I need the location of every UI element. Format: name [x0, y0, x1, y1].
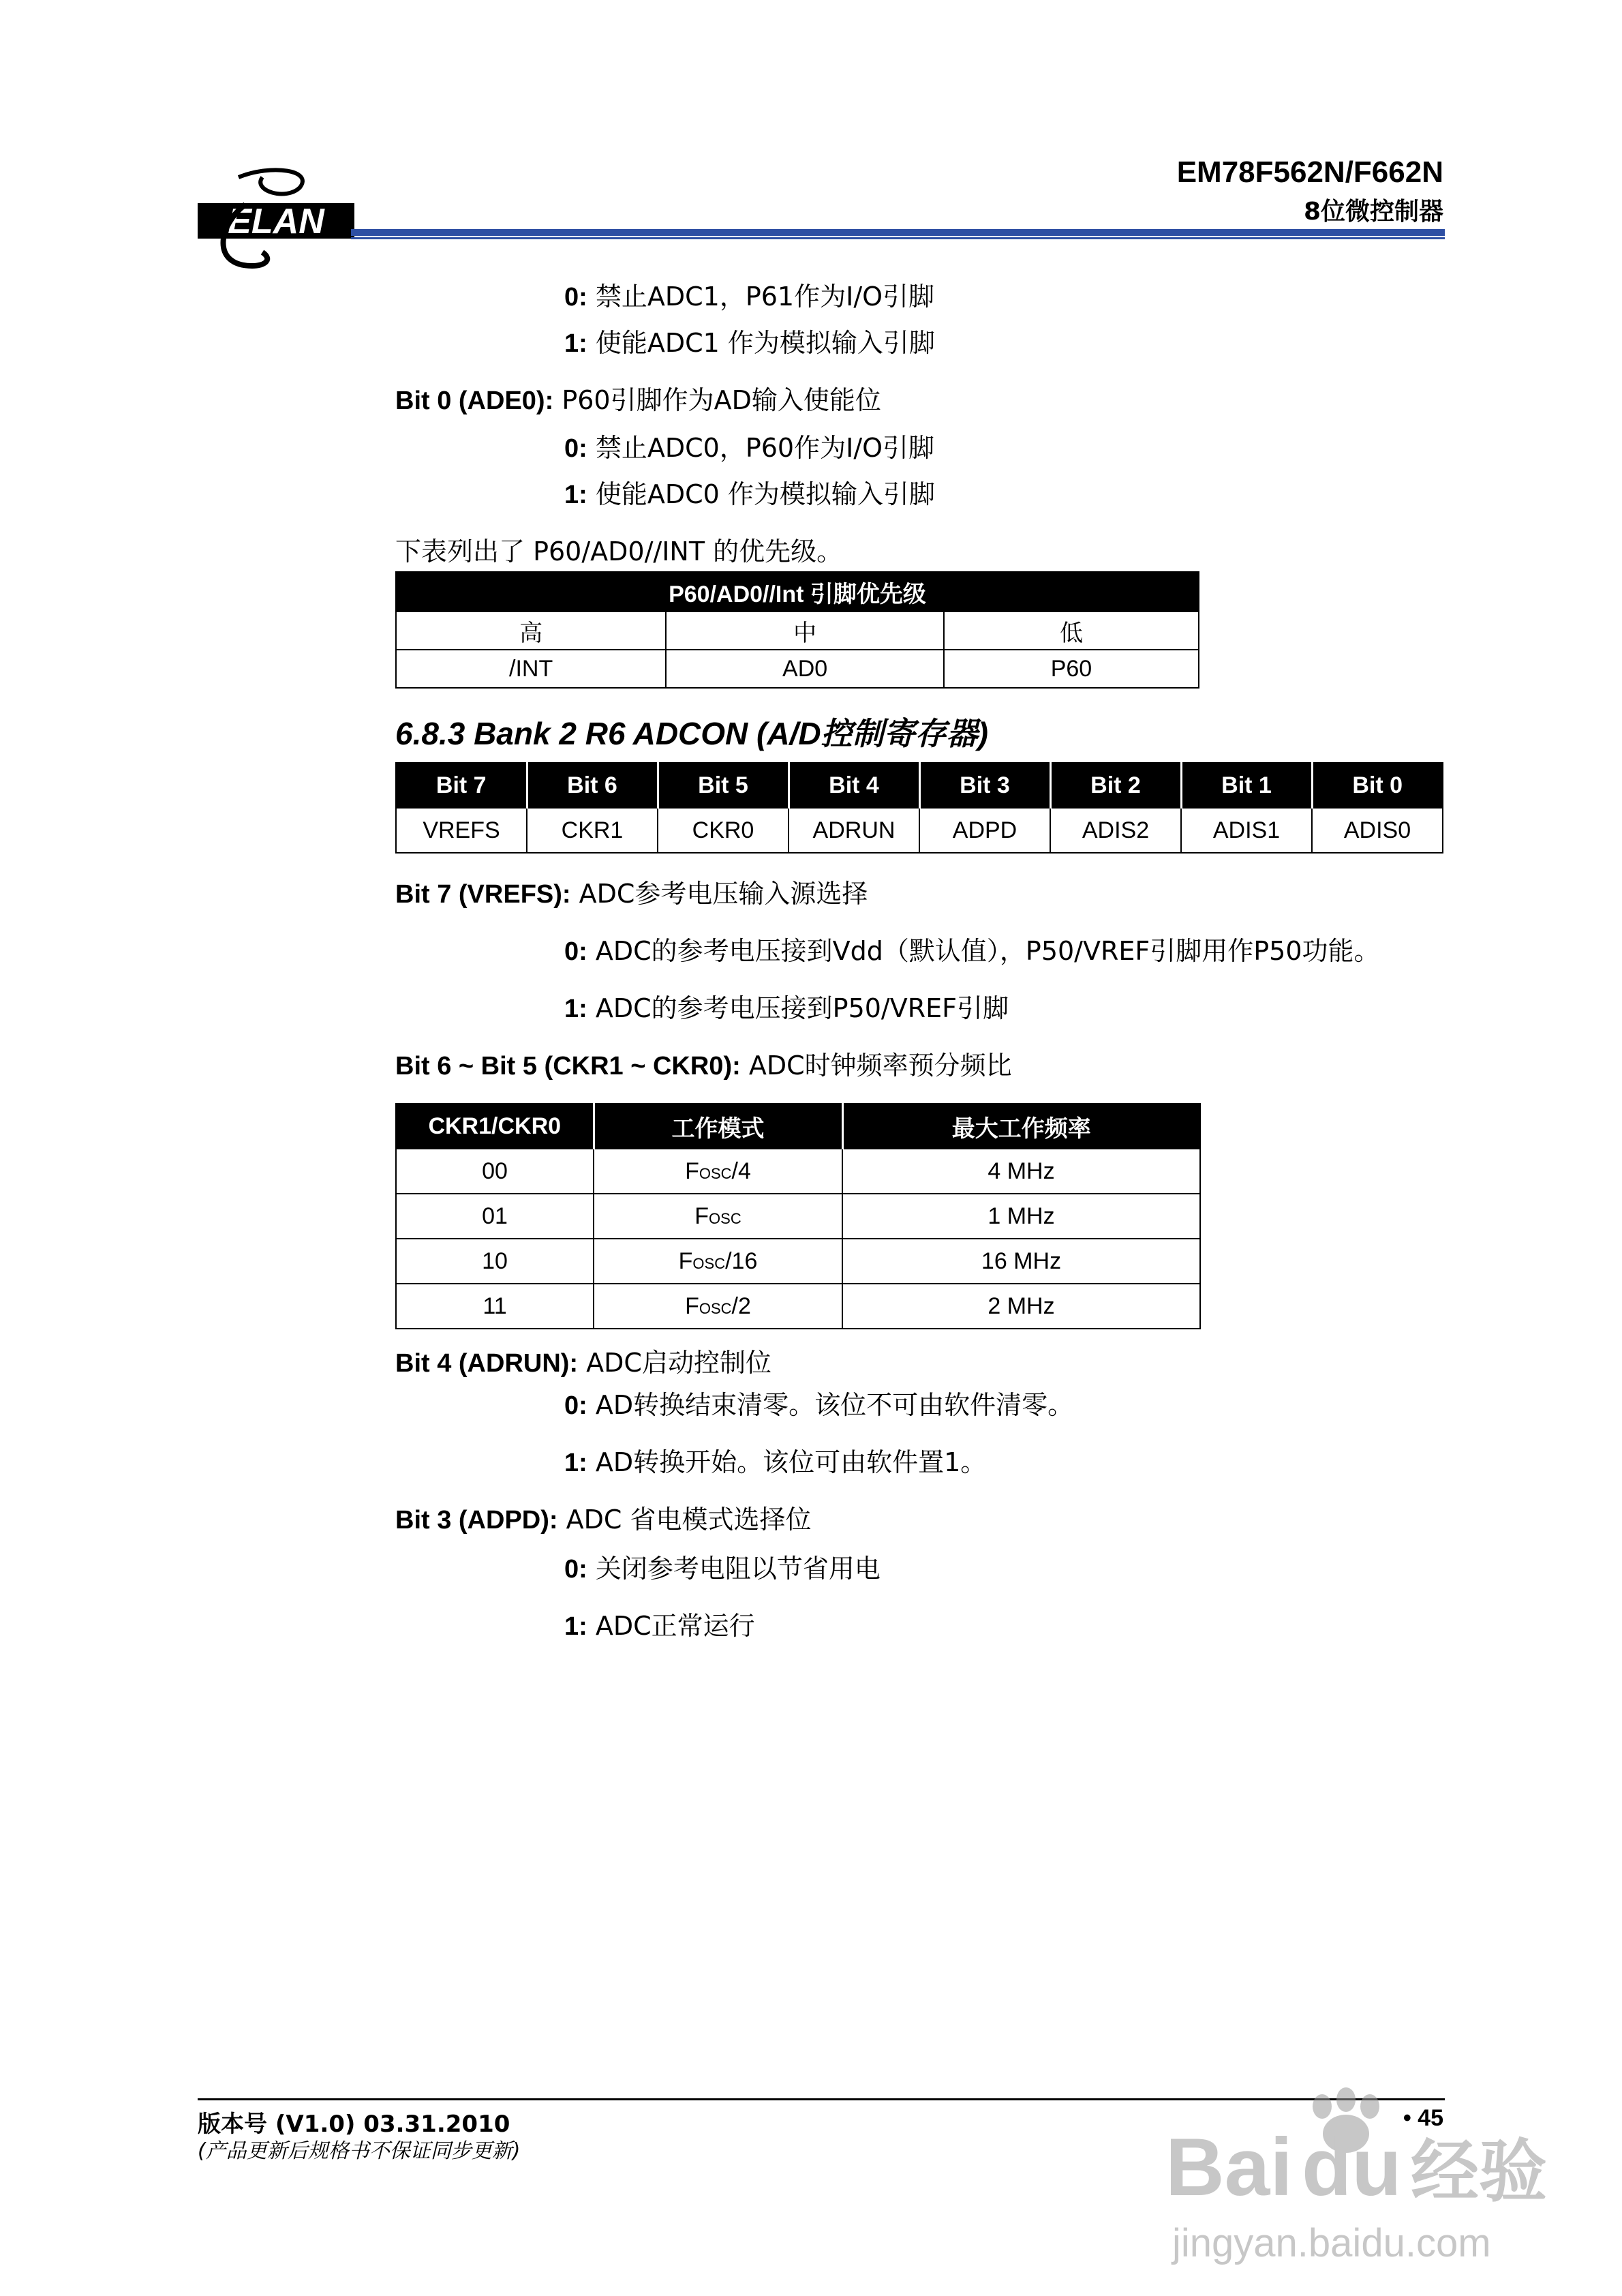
bit-label: Bit 0 (ADE0):	[395, 387, 554, 415]
bit-text: P60引脚作为AD输入使能位	[553, 385, 881, 415]
priority-pin: AD0	[666, 650, 944, 688]
option-text: 关闭参考电阻以节省用电	[587, 1554, 881, 1584]
option-label: 1:	[564, 329, 587, 358]
elan-logo	[198, 164, 354, 276]
bit-header: Bit 4	[789, 763, 919, 808]
option-text: AD转换结束清零。该位不可由软件清零。	[587, 1390, 1074, 1420]
bit-label: Bit 3 (ADPD):	[395, 1506, 558, 1535]
bit4-option-0	[564, 1389, 1073, 1421]
bit-value: ADIS0	[1312, 808, 1443, 853]
option-label: 0:	[564, 1391, 587, 1420]
adc0-option-0	[564, 432, 934, 464]
option-text: AD转换开始。该位可由软件置1。	[587, 1447, 987, 1477]
bit-text: ADC 省电模式选择位	[557, 1505, 812, 1535]
fosc-subscript: OSC	[699, 1299, 732, 1317]
watermark-url: jingyan.baidu.com	[1172, 2221, 1491, 2265]
priority-table	[395, 571, 1199, 689]
freq-value: 2 MHz	[842, 1284, 1200, 1329]
fosc: F	[678, 1248, 693, 1274]
priority-level-low: 低	[944, 611, 1199, 650]
section-heading: 6.8.3 Bank 2 R6 ADCON (A/D控制寄存器)	[395, 716, 988, 751]
footer-note: (产品更新后规格书不保证同步更新)	[198, 2139, 521, 2163]
adc0-option-1	[564, 479, 935, 511]
ckr-value: 11	[396, 1284, 594, 1329]
option-label: 1:	[564, 1449, 587, 1477]
priority-intro	[395, 536, 842, 567]
option-text: ADC正常运行	[587, 1611, 755, 1641]
table-row	[396, 808, 1443, 853]
bit-header: Bit 7	[396, 763, 527, 808]
bit-header: Bit 1	[1181, 763, 1312, 808]
bit4-description	[395, 1347, 771, 1379]
fosc-divider: /2	[731, 1293, 751, 1319]
bit-header: Bit 3	[919, 763, 1050, 808]
ckr-value: 10	[396, 1239, 594, 1284]
bit7-description	[395, 878, 868, 910]
fosc-subscript: OSC	[699, 1164, 732, 1182]
bit-value: ADIS2	[1050, 808, 1181, 853]
bit-text: ADC启动控制位	[578, 1348, 771, 1378]
freq-value: 4 MHz	[842, 1149, 1200, 1194]
bit-header: Bit 6	[527, 763, 658, 808]
table-row	[396, 1149, 1200, 1194]
priority-level-mid: 中	[666, 611, 944, 650]
header-rule	[351, 229, 1445, 236]
baidu-watermark	[1159, 2079, 1567, 2270]
bit3-option-0	[564, 1553, 881, 1585]
fosc: F	[685, 1293, 699, 1319]
fosc: F	[694, 1203, 709, 1229]
bit-label: Bit 7 (VREFS):	[395, 880, 571, 909]
bit-label: Bit 4 (ADRUN):	[395, 1349, 579, 1378]
watermark-cn: 经验	[1411, 2132, 1547, 2211]
option-label: 0:	[564, 434, 587, 463]
bit-header: Bit 0	[1312, 763, 1443, 808]
adc1-option-0	[564, 281, 934, 313]
bit-header: Bit 5	[658, 763, 789, 808]
table-row	[396, 650, 1199, 688]
table-row	[396, 1194, 1200, 1239]
priority-intro-text: 下表列出了 P60/AD0//INT 的优先级。	[395, 537, 843, 567]
mode-value	[594, 1239, 842, 1284]
option-label: 1:	[564, 481, 587, 509]
ckr-table	[395, 1103, 1201, 1329]
fosc-subscript: OSC	[692, 1254, 726, 1272]
bit-value: VREFS	[396, 808, 527, 853]
product-title: EM78F562N/F662N	[1176, 155, 1443, 189]
bit-label: Bit 6 ~ Bit 5 (CKR1 ~ CKR0):	[395, 1052, 741, 1081]
table-row	[396, 1239, 1200, 1284]
bit-value: ADRUN	[789, 808, 919, 853]
bit7-option-1	[564, 993, 1009, 1025]
bit4-option-1	[564, 1447, 986, 1479]
bit65-description	[395, 1050, 1012, 1082]
option-text: 禁止ADC0，P60作为I/O引脚	[587, 433, 935, 463]
bit-value: ADPD	[919, 808, 1050, 853]
option-text: 禁止ADC1，P61作为I/O引脚	[587, 282, 935, 312]
option-text: ADC的参考电压接到Vdd（默认值），P50/VREF引脚用作P50功能。	[587, 936, 1380, 966]
bit3-option-1	[564, 1610, 755, 1642]
table-row	[396, 1284, 1200, 1329]
mode-value	[594, 1284, 842, 1329]
bit-header: Bit 2	[1050, 763, 1181, 808]
fosc-divider: /4	[731, 1158, 751, 1184]
ckr-header: CKR1/CKR0	[396, 1104, 594, 1149]
adc1-option-1	[564, 327, 935, 359]
logo-text: ELAN	[228, 202, 324, 241]
fosc-divider: /16	[725, 1248, 758, 1274]
header-rule-thin	[351, 237, 1445, 239]
mode-value	[594, 1194, 842, 1239]
freq-value: 16 MHz	[842, 1239, 1200, 1284]
bit7-option-0	[564, 935, 1380, 967]
priority-level-high: 高	[396, 611, 666, 650]
fosc-subscript: OSC	[709, 1209, 741, 1227]
page-number: • 45	[1403, 2105, 1443, 2131]
option-label: 1:	[564, 995, 587, 1023]
mode-header: 工作模式	[594, 1104, 842, 1149]
watermark-brand: Bai	[1165, 2121, 1293, 2213]
bit-value: ADIS1	[1181, 808, 1312, 853]
option-text: 使能ADC0 作为模拟输入引脚	[587, 479, 935, 509]
bit0-description	[395, 384, 881, 417]
option-label: 0:	[564, 283, 587, 312]
option-label: 0:	[564, 937, 587, 966]
ckr-value: 00	[396, 1149, 594, 1194]
option-label: 1:	[564, 1612, 587, 1641]
fosc: F	[685, 1158, 699, 1184]
option-text: 使能ADC1 作为模拟输入引脚	[587, 328, 935, 358]
bit-text: ADC时钟频率预分频比	[740, 1051, 1012, 1081]
priority-table-title: P60/AD0//Int 引脚优先级	[396, 572, 1199, 611]
option-label: 0:	[564, 1555, 587, 1584]
option-text: ADC的参考电压接到P50/VREF引脚	[587, 993, 1009, 1023]
freq-value: 1 MHz	[842, 1194, 1200, 1239]
watermark-brand-du: du	[1302, 2121, 1402, 2213]
product-subtitle: 8位微控制器	[1303, 198, 1443, 226]
priority-pin: P60	[944, 650, 1199, 688]
bit3-description	[395, 1504, 812, 1536]
bit-value: CKR0	[658, 808, 789, 853]
mode-value	[594, 1149, 842, 1194]
version-label: 版本号 (V1.0) 03.31.2010	[198, 2111, 510, 2138]
max-freq-header: 最大工作频率	[842, 1104, 1200, 1149]
register-bit-table	[395, 762, 1443, 854]
ckr-value: 01	[396, 1194, 594, 1239]
table-row	[396, 611, 1199, 650]
priority-pin: /INT	[396, 650, 666, 688]
bit-value: CKR1	[527, 808, 658, 853]
bit-text: ADC参考电压输入源选择	[570, 879, 868, 909]
